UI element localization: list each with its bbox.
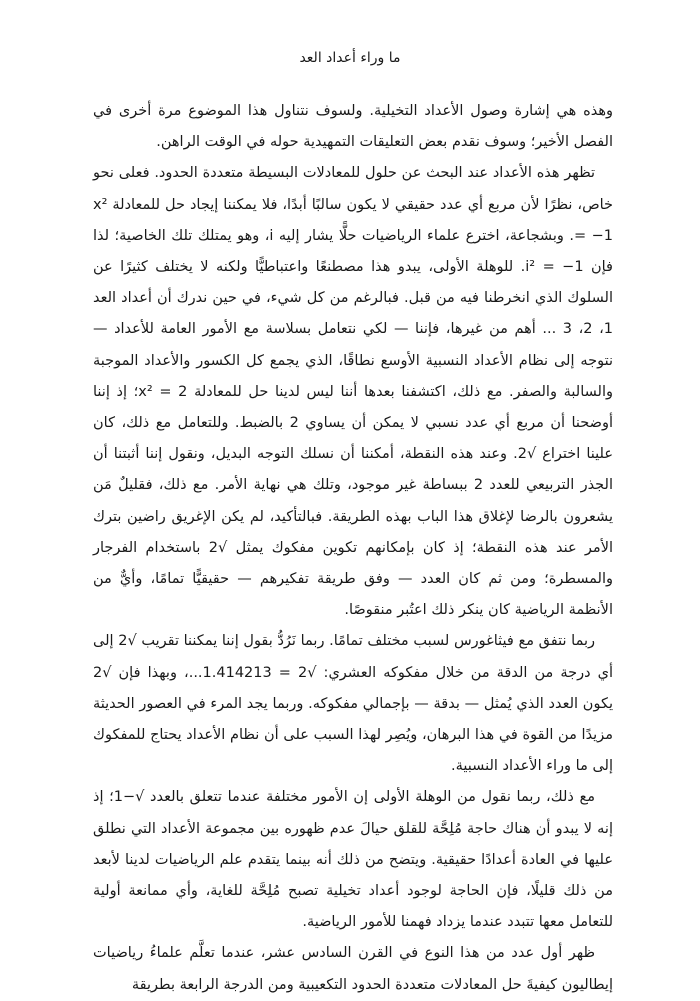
page-body (93, 96, 613, 1001)
paragraph: ظهر أول عدد من هذا النوع في القرن السادس عشر، عندما تعلَّم علماءُ رياضيات إيطاليون كيفيةَ حل المعادلات متعددة الحدود التكعيبية ومن الدرجة الرابعة بطريقة (93, 945, 613, 993)
paragraph: وهذه هي إشارة وصول الأعداد التخيلية. ولسوف نتناول هذا الموضوع مرة أخرى في الفصل الأخير؛ وسوف نقدم بعض التعليقات التمهيدية حوله في الوقت الراهن. (93, 103, 613, 151)
paragraph: تظهر هذه الأعداد عند البحث عن حلول للمعادلات البسيطة متعددة الحدود. فعلى نحو خاص، نظرًا لأن مربع أي عدد حقيقي لا يكون سالبًا أبدًا، فلا يمكننا إيجاد حل للمعادلة x² = −1. وبشجاعة، اخترع علماء الرياضيات حلًّا يشار إليه i، وهو يمتلك تلك الخاصية؛ لذا فإن i² = −1. للوهلة الأولى، يبدو هذا مصطنعًا واعتباطيًّا ولكنه لا يختلف كثيرًا عن السلوك الذي انخرطنا فيه من قبل. فبالرغم من كل شيء، في حين ندرك أن أعداد العد 1، 2، 3 ... أهم من غيرها، فإننا — لكي نتعامل بسلاسة مع الأمور العامة للأعداد — نتوجه إلى نظام الأعداد النسبية الأوسع نطاقًا، الذي يجمع كل الكسور والأعداد الموجبة والسالبة والصفر. مع ذلك، اكتشفنا بعدها أننا ليس لدينا حل للمعادلة x² = 2؛ إذ إننا أوضحنا أن مربع أي عدد نسبي لا يمكن أن يساوي 2 بالضبط. وللتعامل مع ذلك، كان علينا اختراع √2. وعند هذه النقطة، أمكننا أن نسلك التوجه البديل، ونقول إننا أثبتنا أن الجذر التربيعي للعدد 2 ببساطة غير موجود، وتلك هي نهاية الأمر. مع ذلك، فقليلٌ مَن يشعرون بالرضا لإغلاق هذا الباب بهذه الطريقة. فبالتأكيد، لم يكن الإغريق راضين بترك الأمر عند هذه النقطة؛ إذ كان بإمكانهم تكوين مفكوك يمثل √2 باستخدام الفرجار والمسطرة؛ ومن ثم كان العدد — وفق طريقة تفكيرهم — حقيقيًّا تمامًا، وأيٌّ من الأنظمة الرياضية كان ينكر ذلك اعتُبر منقوصًا. (93, 165, 614, 619)
running-header: ما وراء أعداد العد (299, 50, 401, 66)
paragraph: ربما نتفق مع فيثاغورس لسبب مختلف تمامًا. ربما نَرُدُّ بقول إننا يمكننا تقريب √2 إلى أي درجة من الدقة من خلال مفكوكه العشري: √2 = 1.414213...، وبهذا فإن √2 يكون العدد الذي يُمثل — بدقة — بإجمالي مفكوكه. وربما يجد المرء في العصور الحديثة مزيدًا من القوة في هذا البرهان، ويُصِر لهذا السبب على أن نظام الأعداد يحتاج للمفكوك إلى ما وراء الأعداد النسبية. (93, 633, 613, 775)
paragraph: مع ذلك، ربما نقول من الوهلة الأولى إن الأمور مختلفة عندما تتعلق بالعدد √−1؛ إذ إنه لا يبدو أن هناك حاجة مُلِحَّة للقلق حيالَ عدم ظهوره بين مجموعة الأعداد التي نطلق عليها في العادة أعدادًا حقيقية. ويتضح من ذلك أنه بينما يتقدم علم الرياضيات لدينا لأبعد من ذلك قليلًا، فإن الحاجة لوجود أعداد تخيلية تصبح مُلِحَّة للغاية، وأي ممانعة أولية للتعامل معها تتبدد عندما يزداد فهمنا للأمور الرياضية. (93, 789, 613, 931)
